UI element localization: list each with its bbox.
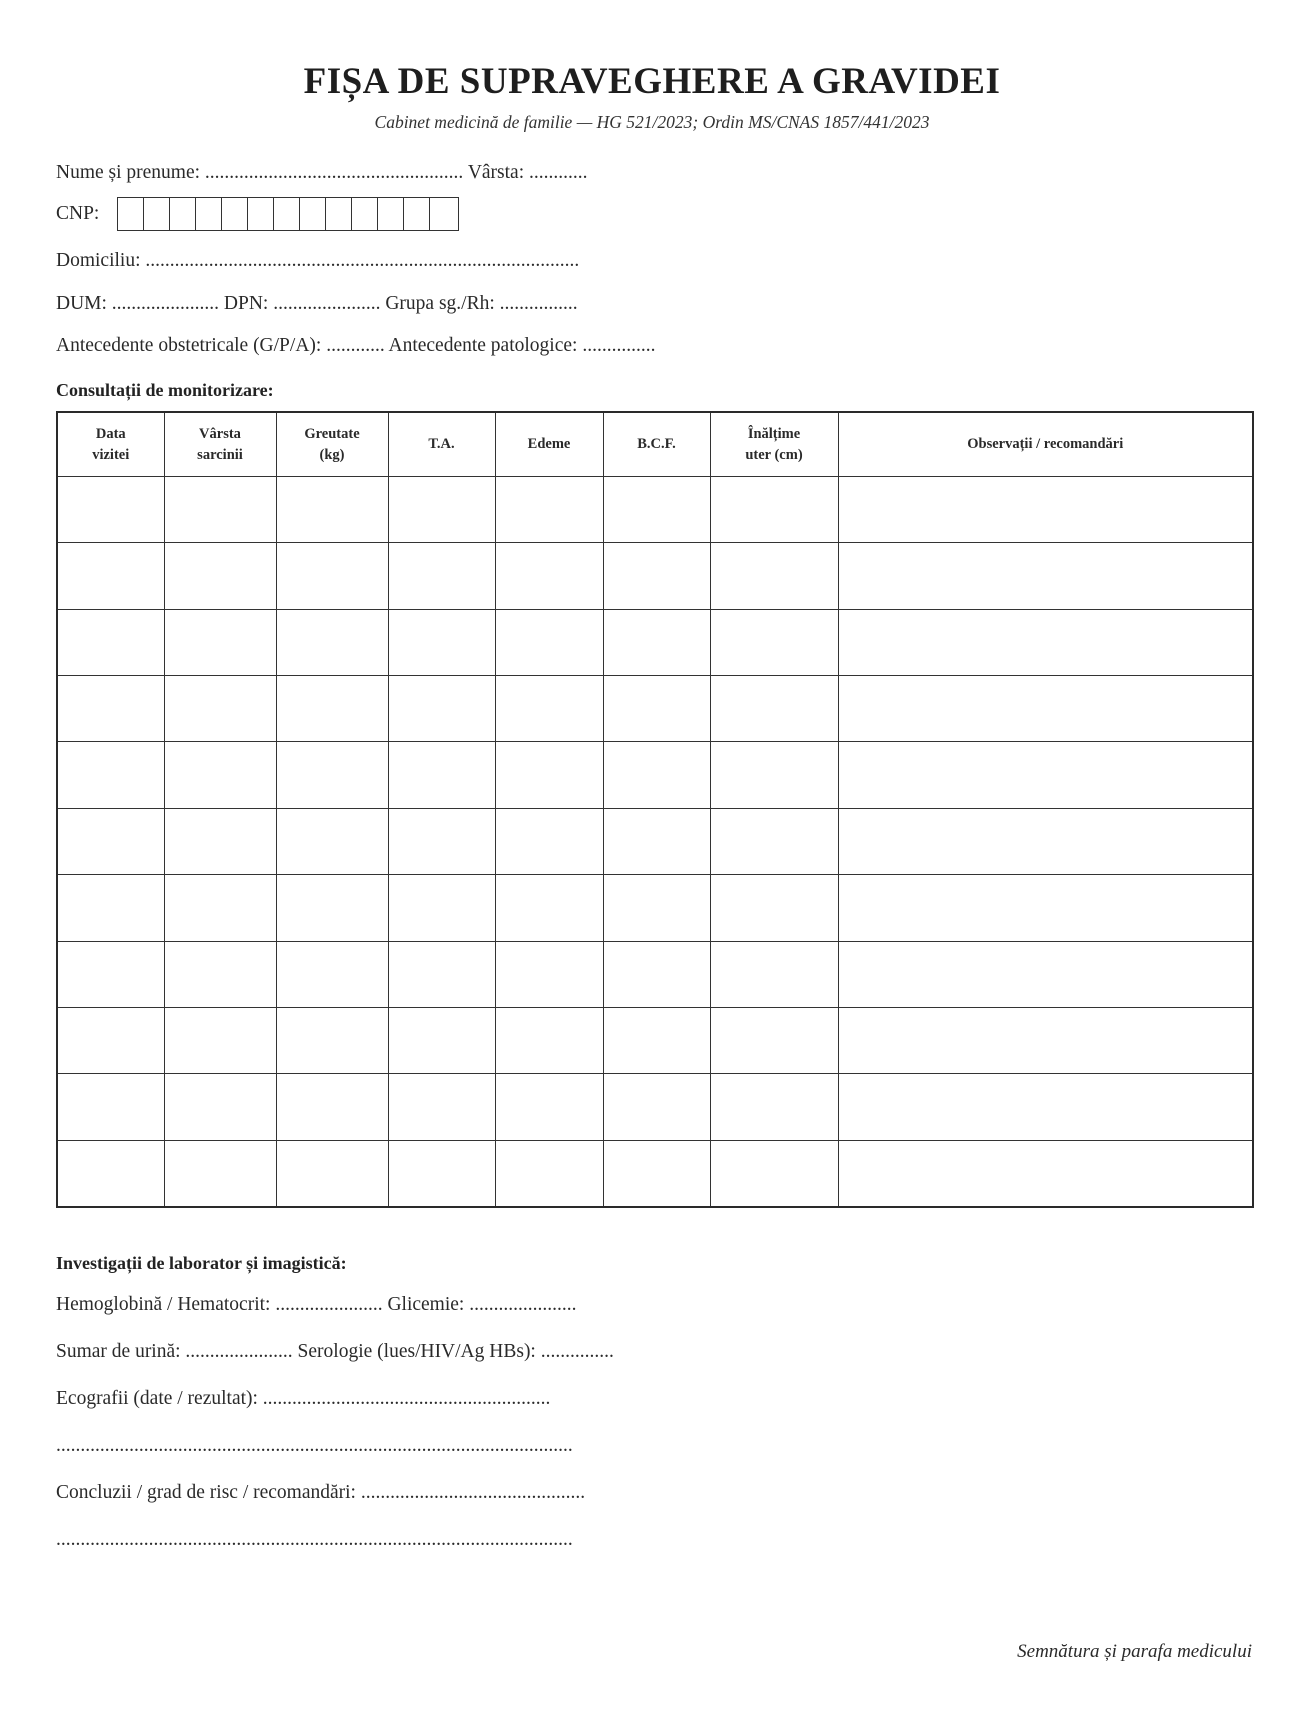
table-cell[interactable]	[276, 1074, 388, 1140]
cnp-digit-box[interactable]	[118, 198, 144, 230]
table-cell[interactable]	[710, 609, 838, 675]
table-cell[interactable]	[57, 676, 164, 742]
column-header-label: Vârsta	[199, 425, 241, 442]
table-cell[interactable]	[164, 1140, 276, 1207]
table-cell[interactable]	[57, 1007, 164, 1073]
table-cell[interactable]	[495, 742, 603, 808]
page-title: FIȘA DE SUPRAVEGHERE A GRAVIDEI	[303, 61, 1001, 102]
ultrasound-field[interactable]: Ecografii (date / rezultat): ...........................................................	[56, 1388, 551, 1409]
table-cell[interactable]	[57, 941, 164, 1007]
table-cell[interactable]	[838, 1074, 1253, 1140]
table-cell[interactable]	[603, 875, 710, 941]
cnp-boxes	[117, 197, 459, 231]
table-cell[interactable]	[388, 543, 495, 609]
table-cell[interactable]	[388, 1140, 495, 1207]
table-cell[interactable]	[164, 609, 276, 675]
column-header-label: (kg)	[319, 446, 345, 463]
cnp-label: CNP:	[56, 203, 100, 224]
table-cell[interactable]	[388, 609, 495, 675]
cnp-digit-box[interactable]	[326, 198, 352, 230]
table-cell[interactable]	[710, 941, 838, 1007]
table-cell[interactable]	[164, 808, 276, 874]
table-cell[interactable]	[603, 941, 710, 1007]
cnp-field	[56, 198, 459, 230]
table-cell[interactable]	[276, 875, 388, 941]
table-cell[interactable]	[164, 941, 276, 1007]
dates-bloodgroup-field[interactable]: DUM: ...................... DPN: ...................... Grupa sg./Rh: ................	[56, 293, 578, 314]
column-header-label: Edeme	[527, 436, 571, 452]
table-cell[interactable]	[276, 609, 388, 675]
table-cell[interactable]	[838, 941, 1253, 1007]
column-header	[838, 412, 1253, 477]
ultrasound-continuation-field[interactable]: ..........................................................................................................	[56, 1435, 573, 1456]
cnp-digit-box[interactable]	[300, 198, 326, 230]
table-cell[interactable]	[164, 875, 276, 941]
table-row	[57, 808, 1253, 874]
table-row	[57, 609, 1253, 675]
table-cell[interactable]	[57, 609, 164, 675]
table-cell[interactable]	[495, 1140, 603, 1207]
table-cell[interactable]	[495, 1007, 603, 1073]
table-cell[interactable]	[57, 543, 164, 609]
urine-serology-field[interactable]: Sumar de urină: ...................... Serologie (lues/HIV/Ag HBs): ...............	[56, 1341, 614, 1362]
conclusions-continuation-field[interactable]: ..........................................................................................................	[56, 1529, 573, 1550]
antecedents-field[interactable]: Antecedente obstetricale (G/P/A): ............ Antecedente patologice: ...............	[56, 335, 656, 356]
table-cell[interactable]	[388, 742, 495, 808]
cnp-digit-box[interactable]	[352, 198, 378, 230]
signature-label: Semnătura și parafa medicului	[1017, 1641, 1252, 1662]
table-cell[interactable]	[710, 808, 838, 874]
table-cell[interactable]	[57, 808, 164, 874]
page-subtitle: Cabinet medicină de familie — HG 521/2023; Ordin MS/CNAS 1857/441/2023	[374, 112, 930, 132]
table-cell[interactable]	[388, 1074, 495, 1140]
table-cell[interactable]	[838, 609, 1253, 675]
table-cell[interactable]	[57, 1074, 164, 1140]
cnp-digit-box[interactable]	[430, 198, 458, 230]
table-cell[interactable]	[276, 941, 388, 1007]
table-cell[interactable]	[495, 676, 603, 742]
table-cell[interactable]	[164, 742, 276, 808]
table-cell[interactable]	[603, 1007, 710, 1073]
column-header-label: Greutate	[304, 425, 360, 442]
table-cell[interactable]	[603, 808, 710, 874]
table-cell[interactable]	[57, 875, 164, 941]
table-row	[57, 543, 1253, 609]
table-cell[interactable]	[603, 1074, 710, 1140]
table-cell[interactable]	[603, 742, 710, 808]
table-cell[interactable]	[838, 875, 1253, 941]
column-header	[495, 412, 603, 477]
table-cell[interactable]	[603, 477, 710, 543]
table-cell[interactable]	[710, 742, 838, 808]
table-header-row	[57, 412, 1253, 477]
table-cell[interactable]	[495, 543, 603, 609]
table-cell[interactable]	[57, 742, 164, 808]
column-header	[276, 412, 388, 477]
column-header	[164, 412, 276, 477]
table-cell[interactable]	[388, 941, 495, 1007]
table-cell[interactable]	[276, 742, 388, 808]
table-cell[interactable]	[495, 1074, 603, 1140]
table-row	[57, 477, 1253, 543]
table-cell[interactable]	[710, 1007, 838, 1073]
cnp-digit-box[interactable]	[378, 198, 404, 230]
table-cell[interactable]	[57, 477, 164, 543]
table-row	[57, 1074, 1253, 1140]
table-cell[interactable]	[838, 1140, 1253, 1207]
table-cell[interactable]	[388, 676, 495, 742]
table-cell[interactable]	[164, 543, 276, 609]
table-cell[interactable]	[388, 808, 495, 874]
table-cell[interactable]	[276, 477, 388, 543]
table-cell[interactable]	[495, 477, 603, 543]
cnp-digit-box[interactable]	[144, 198, 170, 230]
table-cell[interactable]	[838, 477, 1253, 543]
column-header-label: sarcinii	[197, 446, 243, 463]
table-row	[57, 676, 1253, 742]
table-cell[interactable]	[164, 1074, 276, 1140]
table-cell[interactable]	[495, 875, 603, 941]
table-cell[interactable]	[164, 477, 276, 543]
monitoring-heading: Consultații de monitorizare:	[56, 380, 274, 400]
column-header-label: Observații / recomandări	[967, 436, 1124, 452]
table-cell[interactable]	[710, 1140, 838, 1207]
table-cell[interactable]	[388, 1007, 495, 1073]
lab-heading: Investigații de laborator și imagistică:	[56, 1253, 347, 1273]
column-header-label: uter (cm)	[745, 446, 803, 463]
table-cell[interactable]	[276, 676, 388, 742]
cnp-digit-box[interactable]	[404, 198, 430, 230]
table-body	[57, 477, 1253, 1208]
table-cell[interactable]	[603, 609, 710, 675]
table-cell[interactable]	[710, 477, 838, 543]
table-cell[interactable]	[603, 543, 710, 609]
table-cell[interactable]	[838, 808, 1253, 874]
table-row	[57, 742, 1253, 808]
address-field[interactable]: Domiciliu: .........................................................................................	[56, 250, 580, 271]
table-cell[interactable]	[164, 676, 276, 742]
column-header-label: Înălțime	[747, 425, 801, 442]
conclusions-field[interactable]: Concluzii / grad de risc / recomandări: ..............................................	[56, 1482, 586, 1503]
table-cell[interactable]	[388, 875, 495, 941]
column-header	[710, 412, 838, 477]
cnp-digit-box[interactable]	[170, 198, 196, 230]
table-cell[interactable]	[710, 1074, 838, 1140]
table-cell[interactable]	[838, 1007, 1253, 1073]
column-header	[603, 412, 710, 477]
table-row	[57, 1140, 1253, 1207]
column-header-label: B.C.F.	[637, 436, 676, 452]
table-row	[57, 941, 1253, 1007]
cnp-digit-box[interactable]	[222, 198, 248, 230]
column-header-label: T.A.	[428, 436, 455, 452]
table-cell[interactable]	[495, 941, 603, 1007]
table-cell[interactable]	[603, 1140, 710, 1207]
cnp-digit-box[interactable]	[274, 198, 300, 230]
table-row	[57, 1007, 1253, 1073]
table-cell[interactable]	[276, 808, 388, 874]
table-cell[interactable]	[603, 676, 710, 742]
table-cell[interactable]	[276, 1007, 388, 1073]
table-cell[interactable]	[276, 1140, 388, 1207]
table-cell[interactable]	[495, 609, 603, 675]
table-cell[interactable]	[838, 676, 1253, 742]
table-cell[interactable]	[276, 543, 388, 609]
table-cell[interactable]	[495, 808, 603, 874]
column-header	[57, 412, 164, 477]
table-cell[interactable]	[710, 676, 838, 742]
table-cell[interactable]	[57, 1140, 164, 1207]
column-header	[388, 412, 495, 477]
table-cell[interactable]	[388, 477, 495, 543]
cnp-digit-box[interactable]	[196, 198, 222, 230]
column-header-label: vizitei	[92, 446, 130, 463]
table-cell[interactable]	[164, 1007, 276, 1073]
table-cell[interactable]	[838, 742, 1253, 808]
table-cell[interactable]	[710, 543, 838, 609]
name-age-field[interactable]: Nume și prenume: ..................................................... Vârsta: ............	[56, 162, 588, 183]
cnp-digit-box[interactable]	[248, 198, 274, 230]
monitoring-table	[56, 411, 1254, 1208]
column-header-label: Data	[95, 425, 126, 442]
table-cell[interactable]	[710, 875, 838, 941]
table-cell[interactable]	[838, 543, 1253, 609]
table-row	[57, 875, 1253, 941]
hemoglobin-glycemia-field[interactable]: Hemoglobină / Hematocrit: ...................... Glicemie: ......................	[56, 1294, 577, 1315]
